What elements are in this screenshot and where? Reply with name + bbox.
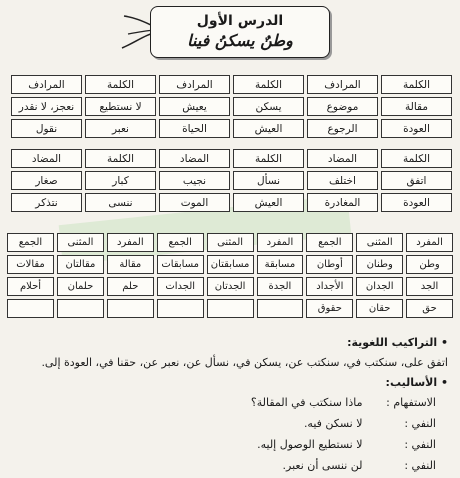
table-cell: مقالة <box>107 255 154 274</box>
table-cell: أحلام <box>7 277 54 296</box>
table-cell: لا نستطيع <box>85 97 156 116</box>
header-cell: المثنى <box>57 233 104 252</box>
styles-heading: • الأساليب: <box>386 376 448 389</box>
header-cell: المضاد <box>11 149 82 168</box>
table-cell: العيش <box>233 119 304 138</box>
table-cell: الجدة <box>257 277 304 296</box>
table-row <box>11 193 452 212</box>
table-cell: حقوق <box>306 299 353 318</box>
table-cell: مقالة <box>381 97 452 116</box>
table-cell: اختلف <box>307 171 378 190</box>
table-cell: الجدتان <box>207 277 254 296</box>
header-cell: الكلمة <box>85 75 156 94</box>
table-cell: نعبر <box>85 119 156 138</box>
table-header-row <box>7 233 453 252</box>
table-cell: مقالتان <box>57 255 104 274</box>
table-cell: وطنان <box>356 255 403 274</box>
table-cell <box>257 299 304 318</box>
style-item-label: النفي : <box>404 438 436 451</box>
header-cell: المثنى <box>207 233 254 252</box>
lesson-title: وطنٌ يسكنُ فينا <box>187 31 293 50</box>
table-cell: ننسى <box>85 193 156 212</box>
table-cell: نجيب <box>159 171 230 190</box>
header-cell: المثنى <box>356 233 403 252</box>
table-cell: المغادرة <box>307 193 378 212</box>
style-item-text: ماذا سنكتب في المقالة؟ <box>250 396 363 409</box>
table-cell: حق <box>406 299 453 318</box>
table-row <box>11 119 452 138</box>
table-header-row <box>11 149 452 168</box>
table-cell: الحياة <box>159 119 230 138</box>
header-cell: المفرد <box>257 233 304 252</box>
table-cell: كبار <box>85 171 156 190</box>
header-cell: المضاد <box>159 149 230 168</box>
table-row <box>7 299 453 318</box>
table-cell: موضوع <box>307 97 378 116</box>
table-cell: الجدان <box>356 277 403 296</box>
style-item-text: لا نسكن فيه. <box>303 417 363 430</box>
header-cell: المفرد <box>406 233 453 252</box>
header-cell: المرادف <box>159 75 230 94</box>
table-cell <box>57 299 104 318</box>
header-cell: الجمع <box>7 233 54 252</box>
style-item-label: الاستفهام : <box>386 396 436 409</box>
structures-heading: • التراكيب اللغوية: <box>347 336 448 349</box>
table-cell: مسابقات <box>157 255 204 274</box>
style-item-text: لن ننسى أن نعبر. <box>282 459 363 472</box>
table-cell <box>107 299 154 318</box>
table-cell: مسابقتان <box>207 255 254 274</box>
table-row <box>11 97 452 116</box>
table-cell: وطن <box>406 255 453 274</box>
table-cell: مسابقة <box>257 255 304 274</box>
table-cell <box>157 299 204 318</box>
header-cell: المفرد <box>107 233 154 252</box>
header-cell: الكلمة <box>381 75 452 94</box>
style-item-label: النفي : <box>404 459 436 472</box>
table-cell <box>207 299 254 318</box>
header-cell: الكلمة <box>233 149 304 168</box>
table-cell: العودة <box>381 193 452 212</box>
style-item <box>257 438 436 451</box>
table-cell: يسكن <box>233 97 304 116</box>
style-item <box>283 459 436 472</box>
table-cell: حقان <box>356 299 403 318</box>
table-cell: أوطان <box>306 255 353 274</box>
table-cell: صغار <box>11 171 82 190</box>
table-cell: العيش <box>233 193 304 212</box>
header-cell: المرادف <box>307 75 378 94</box>
table-row <box>7 255 453 274</box>
lesson-title-box <box>150 6 330 58</box>
table-cell: الجد <box>406 277 453 296</box>
table-cell: الرجوع <box>307 119 378 138</box>
lesson-number: الدرس الأول <box>196 13 284 29</box>
table-header-row <box>11 75 452 94</box>
table-cell: يعيش <box>159 97 230 116</box>
table-row <box>7 277 453 296</box>
header-cell: الجمع <box>306 233 353 252</box>
table-cell: حلمان <box>57 277 104 296</box>
header-cell: المرادف <box>11 75 82 94</box>
table-cell: نسأل <box>233 171 304 190</box>
table-cell: نعجز، لا نقدر <box>11 97 82 116</box>
header-cell: الكلمة <box>381 149 452 168</box>
table-cell: حلم <box>107 277 154 296</box>
table-cell: اتفق <box>381 171 452 190</box>
table-cell: مقالات <box>7 255 54 274</box>
header-cell: الجمع <box>157 233 204 252</box>
style-item <box>304 417 436 430</box>
table-cell <box>7 299 54 318</box>
style-item-text: لا نستطيع الوصول إليه. <box>257 438 363 451</box>
header-cell: المضاد <box>307 149 378 168</box>
antonyms-table <box>8 146 455 215</box>
structures-text: اتفق على، سنكتب في، سنكتب عن، يسكن في، نسأل عن، نعبر عن، حقنا في، العودة إلى. <box>41 356 448 369</box>
table-cell: الموت <box>159 193 230 212</box>
table-cell: نتذكر <box>11 193 82 212</box>
table-cell: الأجداد <box>306 277 353 296</box>
style-item <box>251 396 436 409</box>
synonyms-table <box>8 72 455 141</box>
singular-dual-plural-table <box>4 230 456 321</box>
table-cell: الجدات <box>157 277 204 296</box>
header-cell: الكلمة <box>233 75 304 94</box>
header-cell: الكلمة <box>85 149 156 168</box>
table-row <box>11 171 452 190</box>
style-item-label: النفي : <box>404 417 436 430</box>
table-cell: نقول <box>11 119 82 138</box>
table-cell: العودة <box>381 119 452 138</box>
